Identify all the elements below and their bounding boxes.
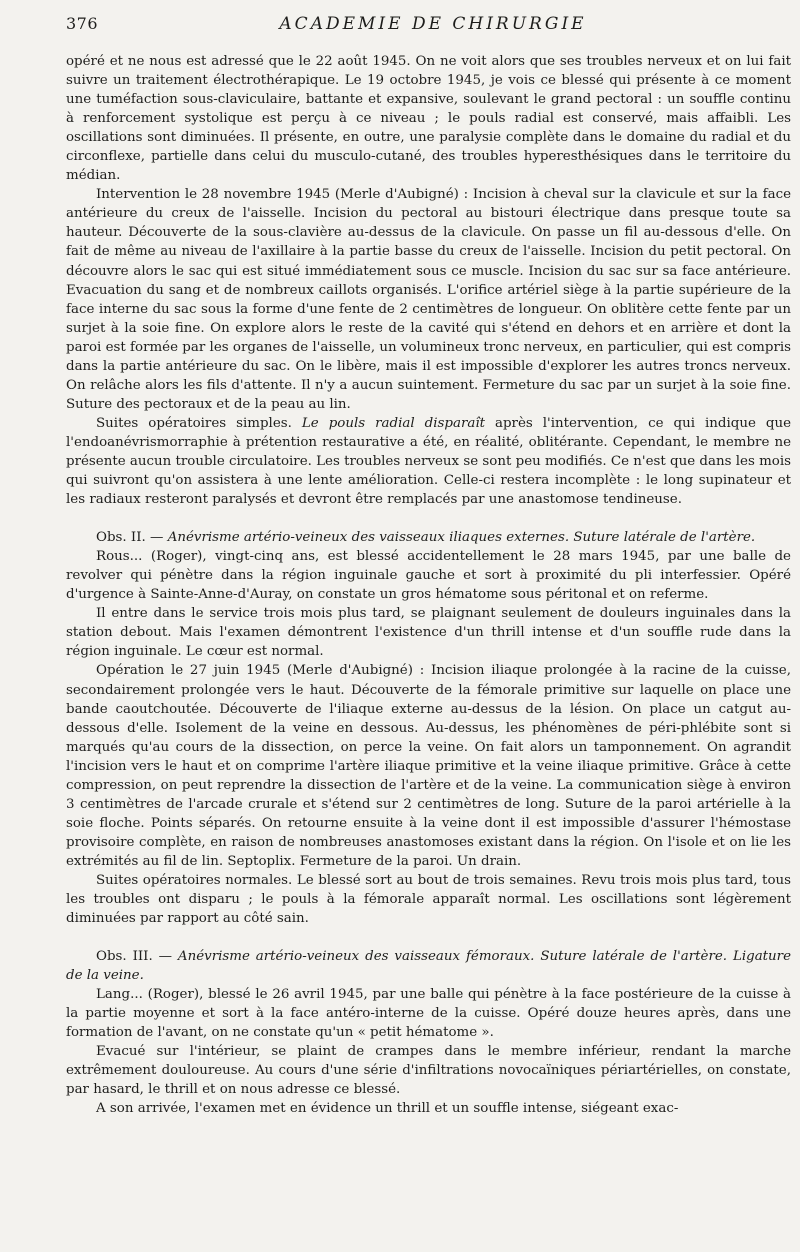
paragraph: Opération le 27 juin 1945 (Merle d'Aubigné) : Incision iliaque prolongée à la racine de la cuisse, secondairement prolongée vers le haut. Découverte de la fémorale primitive sur laquelle on place une bande caoutchoutée. Découverte de l'iliaque externe au-dessus de la lésion. On place un catgut au-dessous d'elle. Isolement de la veine en dessous. Au-dessus, les phénomènes de péri-phlébite sont si marqués qu'au cours de la dissection, on perce la veine. On fait alors un tamponnement. On agrandit l'incision vers le haut et on comprime l'artère iliaque primitive et la veine iliaque primitive. Grâce à cette compression, on peut reprendre la dissection de l'artère et de la veine. La communication siège à environ 3 centimètres de l'arcade crurale et s'étend sur 2 centimètres de long. Suture de la paroi artérielle à la soie floche. Points séparés. On retourne ensuite à la veine dont il est impossible d'assurer l'hémostase provisoire complète, en raison de nombreuses anastomoses existant dans la région. On l'isole et on lie les extrémités au fil de lin. Septoplix. Fermeture de la paroi. Un drain. — [66, 663, 791, 869]
paragraph: Rous... (Roger), vingt-cinq ans, est blessé accidentellement le 28 mars 1945, par une balle de revolver qui pénètre dans la région inguinale gauche et sort à proximité du pli interfessier. Opéré d'urgence à Sainte-Anne-d'Auray, on constate un gros hématome sous péritonal et on referme. — [66, 549, 791, 603]
running-title: ACADEMIE DE CHIRURGIE — [279, 14, 587, 34]
observation-title: Anévrisme artério-veineux des vaisseaux iliaques externes. Suture latérale de l'artère. — [167, 530, 756, 546]
text-run: Suites opératoires simples. — [96, 415, 302, 431]
observation-heading — [66, 947, 791, 985]
italic-emphasis: Le pouls radial disparaît — [301, 415, 485, 431]
body-text — [66, 52, 791, 1119]
observation-label: Obs. II. — — [96, 530, 168, 546]
text-run: après l'intervention, ce qui indique que l'endoanévrismorraphie à prétention restaurative a été, en réalité, oblitérante. Cependant, le membre ne présente aucun trouble circulatoire. Les troubles nerveux se sont peu modifiés. Ce n'est que dans les mois qui suivront qu'on assistera à une lente amélioration. Celle-ci restera incomplète : le long supinateur et les radiaux resteront paralysés et devront être remplacés par une anastomose tendineuse. — [66, 415, 791, 508]
paragraph: Intervention le 28 novembre 1945 (Merle d'Aubigné) : Incision à cheval sur la clavicule et sur la face antérieure du creux de l'aisselle. Incision du pectoral au bistouri électrique dans presque toute sa hauteur. Découverte de la sous-clavière au-dessus de la clavicule. On passe un fil au-dessous d'elle. On fait de même au niveau de l'axillaire à la partie basse du creux de l'aisselle. Incision du petit pectoral. On découvre alors le sac qui est situé immédiatement sous ce muscle. Incision du sac sur sa face antérieure. Evacuation du sang et de nombreux caillots organisés. L'orifice artériel siège à la partie supérieure de la face interne du sac sous la forme d'une fente de 2 centimètres de longueur. On oblitère cette fente par un surjet à la soie fine. On explore alors le reste de la cavité qui s'étend en dehors et en arrière et dont la paroi est formée par les organes de l'aisselle, un volumineux tronc nerveux, en particulier, qui est compris dans la partie antérieure du sac. On le libère, mais il est impossible d'explorer les autres troncs nerveux. On relâche alors les fils d'attente. Il n'y a aucun suintement. Fermeture du sac par un surjet à la soie fine. Suture des pectoraux et de la peau au lin. — [66, 187, 791, 412]
page-number: 376 — [66, 14, 99, 33]
observation-title: Anévrisme artério-veineux des vaisseaux fémoraux. Suture latérale de l'artère. Ligature de la veine. — [66, 949, 792, 984]
paragraph: opéré et ne nous est adressé que le 22 août 1945. On ne voit alors que ses troubles nerveux et on lui fait suivre un traitement électrothérapique. Le 19 octobre 1945, je vois ce blessé qui présente à ce moment une tuméfaction sous-claviculaire, battante et expansive, soulevant le grand pectoral : un souffle continu à renforcement systolique est perçu à ce niveau ; le pouls radial est conservé, mais affaibli. Les oscillations sont diminuées. Il présente, en outre, une paralysie complète dans le domaine du radial et du circonflexe, partielle dans celui du musculo-cutané, des troubles hyperesthésiques dans le territoire du médian. — [66, 54, 791, 184]
paragraph — [66, 414, 791, 509]
paragraph: Evacué sur l'intérieur, se plaint de crampes dans le membre inférieur, rendant la marche extrêmement douloureuse. Au cours d'une série d'infiltrations novocaïniques périartérielles, on constate, par hasard, le thrill et on nous adresse ce blessé. — [66, 1044, 791, 1098]
paragraph: A son arrivée, l'examen met en évidence un thrill et un souffle intense, siégeant exac- — [96, 1101, 679, 1117]
page-header — [66, 14, 760, 38]
observation-label: Obs. III. — — [96, 949, 178, 965]
observation-heading — [66, 528, 791, 547]
paragraph: Suites opératoires normales. Le blessé sort au bout de trois semaines. Revu trois mois plus tard, tous les troubles ont disparu ; le pouls à la fémorale apparaît normal. Les oscillations sont légèrement diminuées par rapport au côté sain. — [66, 872, 791, 927]
paragraph: Il entre dans le service trois mois plus tard, se plaignant seulement de douleurs inguinales dans la station debout. Mais l'examen démontrent l'existence d'un thrill intense et d'un souffle rude dans la région inguinale. Le cœur est normal. — [66, 606, 791, 660]
paragraph: Lang... (Roger), blessé le 26 avril 1945, par une balle qui pénètre à la face postérieure de la cuisse à la partie moyenne et sort à la face antéro-interne de la cuisse. Opéré douze heures après, dans une formation de l'avant, on ne constate qu'un « petit hématome ». — [66, 987, 791, 1041]
